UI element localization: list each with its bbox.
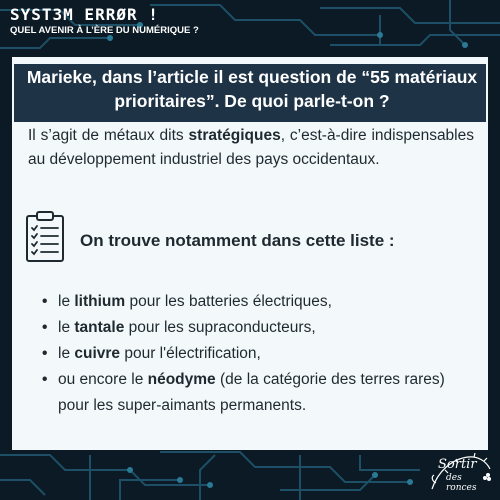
bullet-icon: • [42,345,48,362]
item-prefix: le [58,345,75,362]
brand-title: SYST3M ERRØR ! [10,5,159,24]
item-prefix: ou encore le [58,371,148,388]
answer-part1: Il s’agit de métaux dits [28,127,189,144]
answer-part2: , c’est-à-dire indispensables au développement industriel des pays occidentaux. [28,127,474,168]
list-item [40,315,470,341]
sortir-des-ronces-logo [428,451,494,495]
item-suffix: (de la catégorie des terres rares) pour les super-aimants permanents. [58,371,445,414]
item-term: cuivre [74,345,121,362]
item-term: lithium [74,293,126,310]
list-item [40,289,470,315]
header-subtitle: QUEL AVENIR À L’ÈRE DU NUMÉRIQUE ? [10,25,199,36]
clipboard-checklist-icon [25,211,65,263]
answer-emphasis: stratégiques [188,127,281,144]
item-suffix: pour les supraconducteurs, [124,319,316,336]
bullet-icon: • [42,319,48,336]
item-suffix: pour l'électrification, [120,345,261,362]
logo-line2: des ronces [446,473,477,493]
item-prefix: le [58,319,75,336]
answer-text [28,124,474,171]
item-prefix: le [58,293,75,310]
header [10,6,310,42]
bullet-icon: • [42,371,48,388]
list-item [40,367,470,419]
list-item [40,341,470,367]
item-term: tantale [74,319,125,336]
logo-line1: Sortir [438,457,477,472]
list-heading: On trouve notamment dans cette liste : [80,231,395,250]
materials-list [40,289,470,419]
item-term: néodyme [147,371,216,388]
bullet-icon: • [42,293,48,310]
item-suffix: pour les batteries électriques, [125,293,332,310]
question-text: Marieke, dans l’article il est question de “55 matériaux prioritaires”. De quoi parle-t-on ? [26,67,478,111]
